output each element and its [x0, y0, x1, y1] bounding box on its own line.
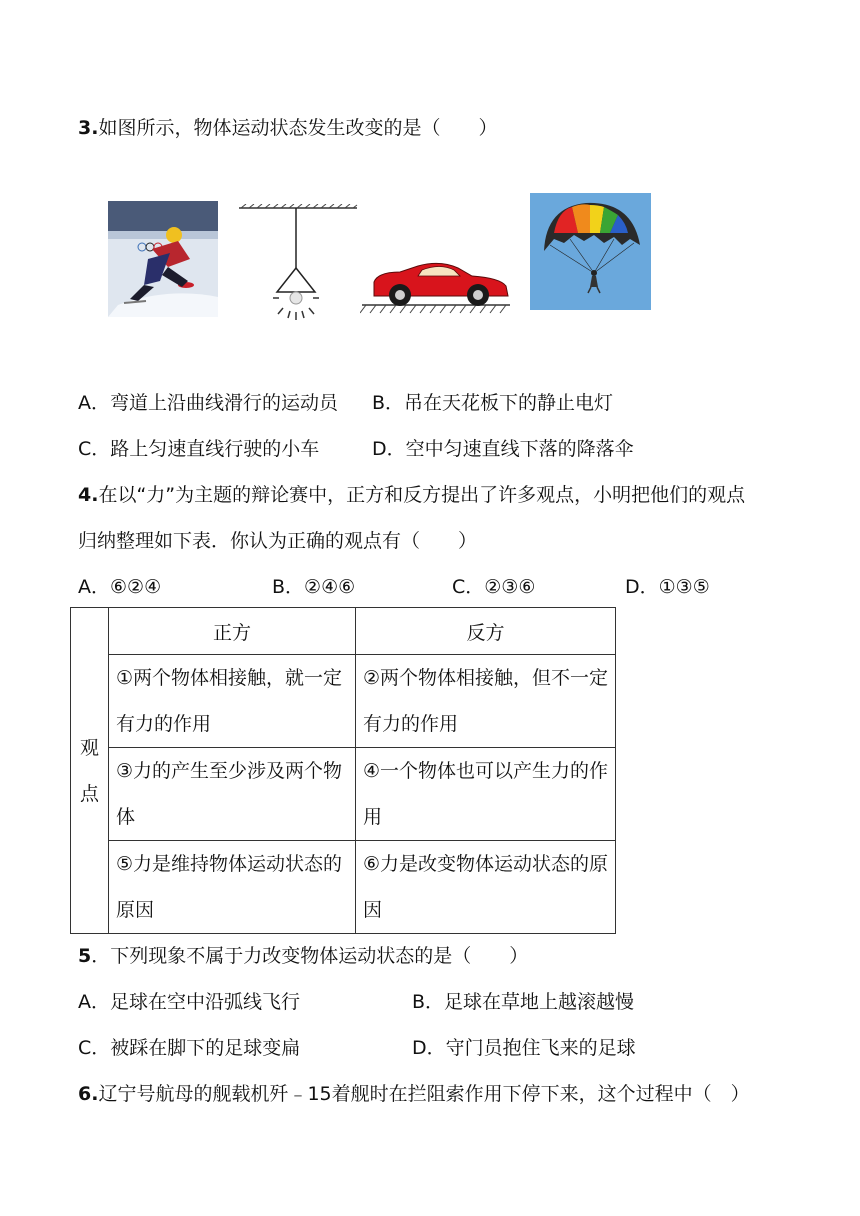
q3-stem — [78, 116, 497, 140]
header-con: 反方 — [356, 608, 616, 655]
con-cell — [356, 841, 616, 934]
q6-stem-text: 辽宁号航母的舰载机歼﹣15着舰时在拦阻索作用下停下来，这个过程中（ ） — [98, 1083, 750, 1105]
q4-stem-text-1: 在以“力”为主题的辩论赛中，正方和反方提出了许多观点，小明把他们的观点 — [98, 484, 746, 506]
con-opinion-6: ⑥力是改变物体运动状态的原因 — [363, 853, 609, 921]
q4-option-b: B．②④⑥ — [272, 576, 356, 598]
opinions-table — [70, 607, 616, 934]
side-label-cell — [71, 608, 109, 934]
con-opinion-2: ②两个物体相接触，但不一定有力的作用 — [363, 667, 609, 735]
q4-stem-line1 — [78, 483, 745, 507]
con-opinion-4: ④一个物体也可以产生力的作用 — [363, 760, 609, 828]
q3-option-c: C．路上匀速直线行驶的小车 — [78, 438, 320, 460]
q5-option-d: D．守门员抱住飞来的足球 — [412, 1037, 636, 1059]
q4-option-d: D．①③⑤ — [625, 576, 710, 598]
q6-number: 6. — [78, 1083, 99, 1105]
q3-option-d: D．空中匀速直线下落的降落伞 — [372, 438, 634, 460]
table-row — [71, 748, 616, 841]
table-row — [71, 655, 616, 748]
q3-stem-text: 如图所示，物体运动状态发生改变的是（ ） — [98, 117, 498, 139]
skater-image — [108, 201, 218, 317]
con-cell — [356, 748, 616, 841]
q3-option-b: B．吊在天花板下的静止电灯 — [372, 392, 614, 414]
q5-number: 5 — [78, 945, 92, 967]
header-pro: 正方 — [109, 608, 356, 655]
q5-stem-text: ．下列现象不属于力改变物体运动状态的是（ ） — [91, 945, 529, 967]
q4-stem-line2: 归纳整理如下表．你认为正确的观点有（ ） — [78, 530, 478, 552]
side-label-2: 点 — [79, 782, 99, 805]
q5-option-a: A．足球在空中沿弧线飞行 — [78, 991, 300, 1013]
side-label-1: 观 — [79, 736, 99, 759]
hanging-lamp-image — [237, 204, 359, 322]
q6-stem — [78, 1082, 750, 1106]
pro-opinion-3: ③力的产生至少涉及两个物体 — [116, 760, 343, 828]
table-row — [71, 841, 616, 934]
q4-option-c: C．②③⑥ — [452, 576, 536, 598]
q4-option-a: A．⑥②④ — [78, 576, 162, 598]
pro-opinion-1: ①两个物体相接触，就一定有力的作用 — [116, 667, 343, 735]
q5-stem — [78, 944, 528, 968]
pro-cell — [109, 748, 356, 841]
con-cell — [356, 655, 616, 748]
pro-cell — [109, 655, 356, 748]
q5-option-b: B．足球在草地上越滚越慢 — [412, 991, 635, 1013]
q3-number: 3. — [78, 117, 99, 139]
q3-option-a: A．弯道上沿曲线滑行的运动员 — [78, 392, 338, 414]
q4-number: 4. — [78, 484, 99, 506]
parachute-image — [530, 193, 651, 310]
q5-option-c: C．被踩在脚下的足球变扁 — [78, 1037, 301, 1059]
pro-cell — [109, 841, 356, 934]
table-header-row — [71, 608, 616, 655]
pro-opinion-5: ⑤力是维持物体运动状态的原因 — [116, 853, 343, 921]
red-car-image — [360, 250, 512, 318]
